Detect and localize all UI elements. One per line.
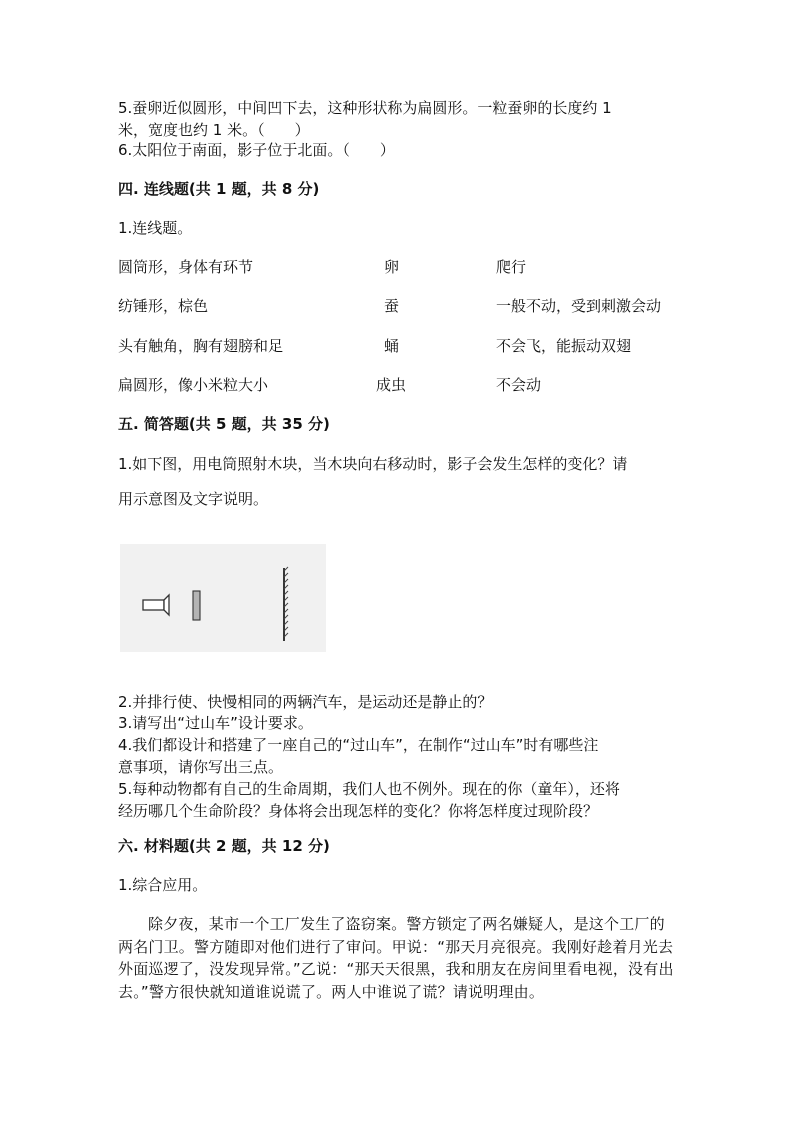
section5-q3: 3.请写出“过山车”设计要求。: [118, 714, 313, 732]
match-right: 爬行: [496, 258, 527, 276]
match-left: 纺锤形，棕色: [118, 297, 209, 315]
section5-q1-line2: 用示意图及文字说明。: [118, 490, 269, 508]
section5-q2: 2.并排行使、快慢相同的两辆汽车，是运动还是静止的？: [118, 693, 493, 711]
match-middle: 卵: [384, 258, 400, 276]
match-left: 圆筒形，身体有环节: [118, 258, 254, 276]
match-right: 一般不动，受到刺激会动: [496, 297, 662, 315]
match-middle: 蚕: [384, 297, 400, 315]
section4-q1: 1.连线题。: [118, 219, 193, 237]
match-right: 不会动: [496, 376, 542, 394]
match-left: 头有触角，胸有翅膀和足: [118, 337, 284, 355]
material-passage: 除夕夜，某市一个工厂发生了盗窃案。警方锁定了两名嫌疑人，是这个工厂的两名门卫。警方随即对他们进行了审问。甲说：“那天月亮很亮。我刚好趁着月光去外面巡逻了，没发现异常。”乙说：“那天天很黑，我和朋友在房间里看电视，没有出去。”警方很快就知道谁说谎了。两人中谁说了谎？请说明理由。: [118, 915, 674, 1001]
judge-q6: 6.太阳位于南面，影子位于北面。（ ）: [118, 141, 395, 159]
match-left: 扁圆形，像小米粒大小: [118, 376, 269, 394]
section5-q4-line2: 意事项，请你写出三点。: [118, 758, 284, 776]
judge-q5-line2: 米，宽度也约 1 米。（ ）: [118, 121, 310, 139]
section5-q1-line1: 1.如下图，用电筒照射木块，当木块向右移动时，影子会发生怎样的变化？请: [118, 455, 628, 473]
section6-q1: 1.综合应用。: [118, 876, 208, 894]
section4-heading: 四. 连线题(共 1 题，共 8 分): [118, 180, 320, 198]
judge-q5-line1: 5.蚕卵近似圆形，中间凹下去，这种形状称为扁圆形。一粒蚕卵的长度约 1: [118, 99, 612, 117]
flashlight-block-diagram: [120, 544, 326, 652]
section5-q5-line1: 5.每种动物都有自己的生命周期，我们人也不例外。现在的你（童年），还将: [118, 780, 620, 798]
match-middle: 蛹: [384, 337, 400, 355]
match-middle: 成虫: [376, 376, 407, 394]
match-right: 不会飞，能振动双翅: [496, 337, 632, 355]
section5-heading: 五. 简答题(共 5 题，共 35 分): [118, 415, 330, 433]
section5-q5-line2: 经历哪几个生命阶段？身体将会出现怎样的变化？你将怎样度过现阶段？: [118, 802, 599, 820]
section6-heading: 六. 材料题(共 2 题，共 12 分): [118, 837, 330, 855]
section5-q4-line1: 4.我们都设计和搭建了一座自己的“过山车”，在制作“过山车”时有哪些注: [118, 736, 599, 754]
wood-block: [193, 591, 200, 620]
